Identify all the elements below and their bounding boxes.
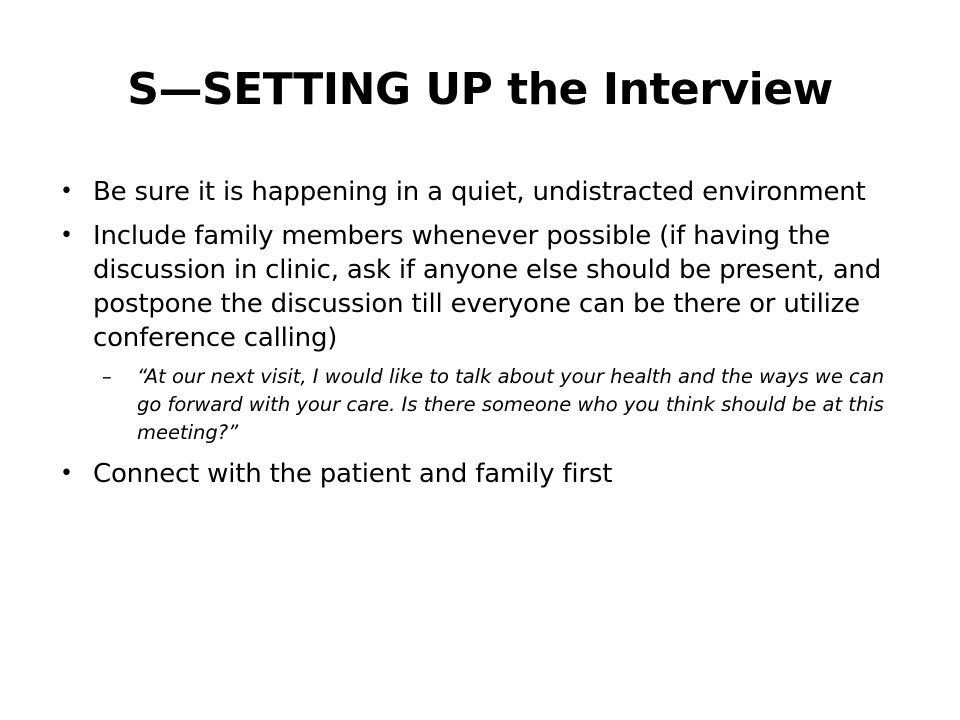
bullet-text: Connect with the patient and family first bbox=[93, 459, 613, 489]
bullet-marker: • bbox=[60, 223, 73, 248]
slide-title: S—SETTING UP the Interview bbox=[127, 64, 833, 115]
sub-bullet-item bbox=[60, 363, 900, 447]
bullet-item bbox=[60, 457, 900, 491]
bullet-text: Be sure it is happening in a quiet, undistracted environment bbox=[93, 177, 866, 207]
slide-body bbox=[60, 175, 900, 501]
sub-bullet-marker: – bbox=[102, 365, 112, 388]
bullet-item bbox=[60, 219, 900, 355]
bullet-text: Include family members whenever possible (if having the discussion in clinic, ask if anyone else should be present, and postpone the discussion till everyone can be there or utilize conference calling) bbox=[93, 221, 882, 353]
bullet-item bbox=[60, 175, 900, 209]
bullet-marker: • bbox=[60, 461, 73, 486]
sub-bullet-text: “At our next visit, I would like to talk about your health and the ways we can go forward with your care. Is there someone who you think should be at this meeting?” bbox=[137, 365, 885, 444]
bullet-marker: • bbox=[60, 179, 73, 204]
